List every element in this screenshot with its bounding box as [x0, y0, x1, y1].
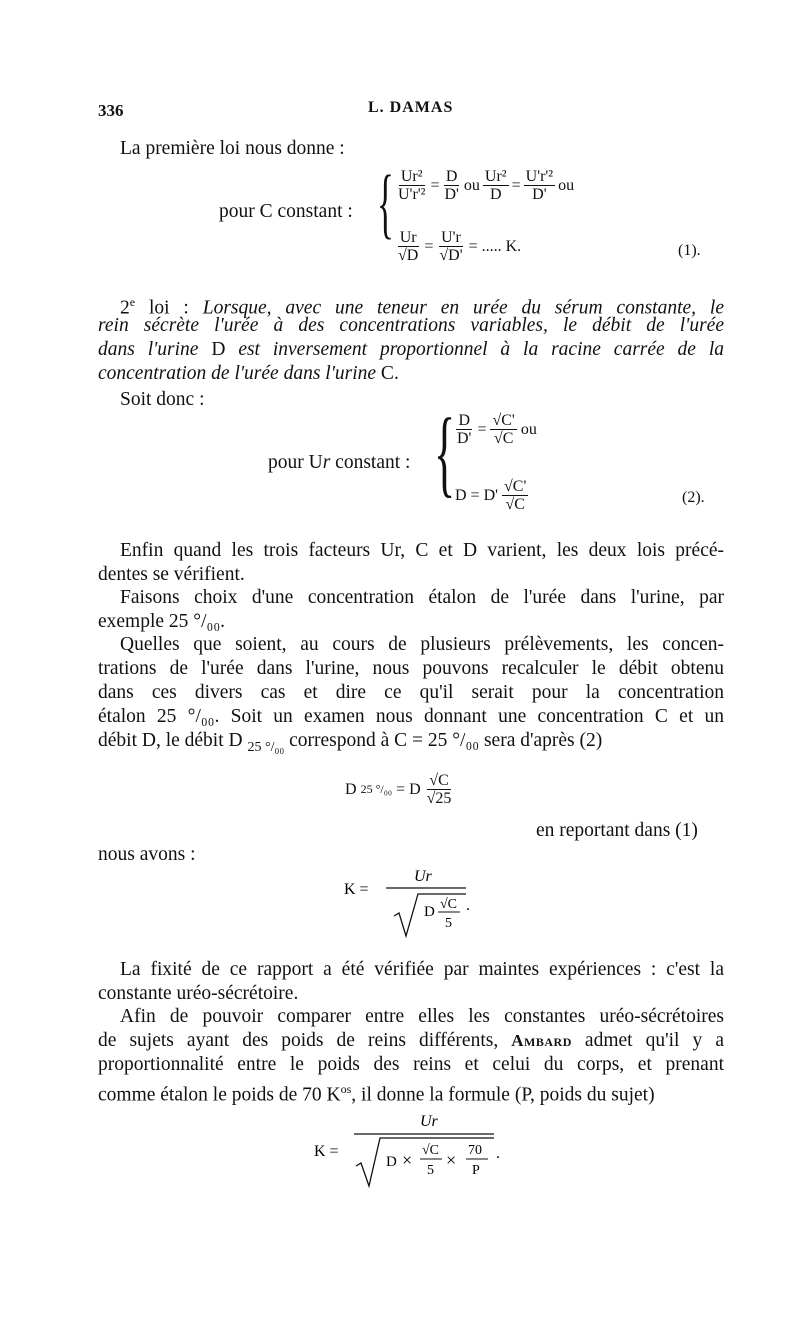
faisons-line1: Faisons choix d'une concentration étalon de l'urée dans l'urine, par — [120, 587, 724, 608]
afin-line2: de sujets ayant des poids de reins différents, Ambard admet qu'il y a — [98, 1030, 724, 1051]
law2-line4: concentration de l'urée dans l'urine C. — [98, 363, 399, 384]
equation-number-2: (2). — [682, 489, 705, 506]
equation-number-1: (1). — [678, 242, 701, 259]
denominator-num: √C — [440, 897, 458, 912]
fraction: $\frac{U'r}{√D'}$ — [439, 229, 463, 264]
fixite-line1: La fixité de ce rapport a été vérifiée par maintes expériences : c'est la — [120, 959, 724, 980]
denominator-d: D — [424, 904, 435, 920]
fraction: $\frac{D}{D'}$ — [457, 412, 472, 447]
curly-brace: { — [434, 399, 456, 507]
afin-line1: Afin de pouvoir comparer entre elles les constantes uréo-sécrétoires — [120, 1006, 724, 1027]
equation-k1 — [344, 866, 484, 951]
times-sign: × — [446, 1150, 457, 1170]
quelles-line1: Quelles que soient, au cours de plusieurs prélèvements, les concen- — [120, 634, 724, 655]
fraction1-den: 5 — [427, 1163, 434, 1178]
fraction: $\frac{\text{Ur²}}{\text{U'r'²}}$ — [398, 168, 426, 203]
fraction: $\frac{Ur}{√D}$ — [398, 229, 419, 264]
denominator-den: 5 — [445, 916, 452, 931]
nous-avons: nous avons : — [98, 844, 196, 865]
k-formula-1 — [344, 866, 484, 946]
quelles-line2: trations de l'urée dans l'urine, nous pouvons recalculer le débit obtenu — [98, 658, 724, 679]
fraction: $\frac{D}{D'}$ — [444, 168, 459, 203]
k-equals: K = — [344, 881, 369, 898]
dot: . — [496, 1145, 500, 1162]
author-name: Ambard — [511, 1031, 572, 1050]
en-reportant: en reportant dans (1) — [536, 820, 698, 841]
equation-d25: D 25 °/₀₀ = D $\frac{√C}{√25}$ — [345, 772, 452, 807]
fixite-line2: constante uréo-sécrétoire. — [98, 983, 299, 1004]
k-formula-2 — [314, 1108, 514, 1188]
curly-brace: { — [377, 159, 394, 246]
afin-line4: comme étalon le poids de 70 $K^{os}$, il donne la formule (P, poids du sujet) — [98, 1082, 655, 1106]
page-number: 336 — [98, 101, 124, 120]
law2-eq-label: pour Ur constant : — [268, 452, 411, 473]
k-equals: K = — [314, 1143, 339, 1160]
quelles-line5: débit D, le débit D $_{25 ^\circ/_{00}}$ correspond à C = 25 °/₀₀ sera d'après (2) — [98, 730, 603, 755]
fraction: $\frac{√C'}{√C}$ — [492, 412, 515, 447]
enfin-line2: dentes se vérifient. — [98, 564, 245, 585]
fraction: $\frac{\text{U'r'²}}{D'}$ — [525, 168, 554, 203]
denominator-d: D — [386, 1154, 397, 1170]
faisons-line2: exemple 25 °/₀₀. — [98, 611, 225, 632]
soit-donc: Soit donc : — [120, 389, 205, 410]
fraction: $\frac{√C'}{√C}$ — [504, 478, 527, 513]
quelles-line3: dans ces divers cas et dire ce qu'il serait pour la concentration — [98, 682, 724, 703]
numerator: Ur — [420, 1113, 438, 1130]
running-title: L. DAMAS — [368, 99, 454, 116]
law1-equation-line1: $\frac{\text{Ur²}}{\text{U'r'²}}$ = $\frac{D}{D'}$ ou $\frac{\text{Ur²}}{D}$ = $\frac{\text{U'r'²}}{D'}$ ou — [398, 168, 575, 203]
fraction2-den: P — [472, 1163, 480, 1178]
law1-label: pour C constant : — [219, 201, 353, 222]
law2-equation-line2: D = D' $\frac{√C'}{√C}$ — [455, 478, 527, 513]
intro-line: La première loi nous donne : — [120, 138, 345, 159]
afin-line3: proportionnalité entre le poids des reins et celui du corps, et prenant — [98, 1054, 724, 1075]
fraction: $\frac{√C}{√25}$ — [426, 772, 452, 807]
law2-line2: rein sécrète l'urée à des concentrations variables, le débit de l'urée — [98, 315, 724, 336]
enfin-line1: Enfin quand les trois facteurs Ur, C et D varient, les deux lois précé- — [120, 540, 724, 561]
dot: . — [466, 897, 470, 914]
equation-k2 — [314, 1108, 514, 1193]
quelles-line4: étalon 25 °/₀₀. Soit un examen nous donnant une concentration C et un — [98, 706, 724, 727]
law1-equation-line2: $\frac{Ur}{√D}$ = $\frac{U'r}{√D'}$ = ..... K. — [398, 229, 522, 264]
fraction2-num: 70 — [468, 1143, 482, 1158]
law2-equation-line1: $\frac{D}{D'}$ = $\frac{√C'}{√C}$ ou — [457, 412, 537, 447]
fraction: $\frac{\text{Ur²}}{D}$ — [484, 168, 507, 203]
numerator: Ur — [414, 868, 432, 885]
law2-line3: dans l'urine D est inversement proportionnel à la racine carrée de la — [98, 339, 724, 360]
fraction1-num: √C — [422, 1143, 440, 1158]
times-sign: × — [402, 1150, 413, 1170]
law2-line1: 2e loi : Lorsque, avec une teneur en urée du sérum constante, le — [120, 295, 724, 319]
